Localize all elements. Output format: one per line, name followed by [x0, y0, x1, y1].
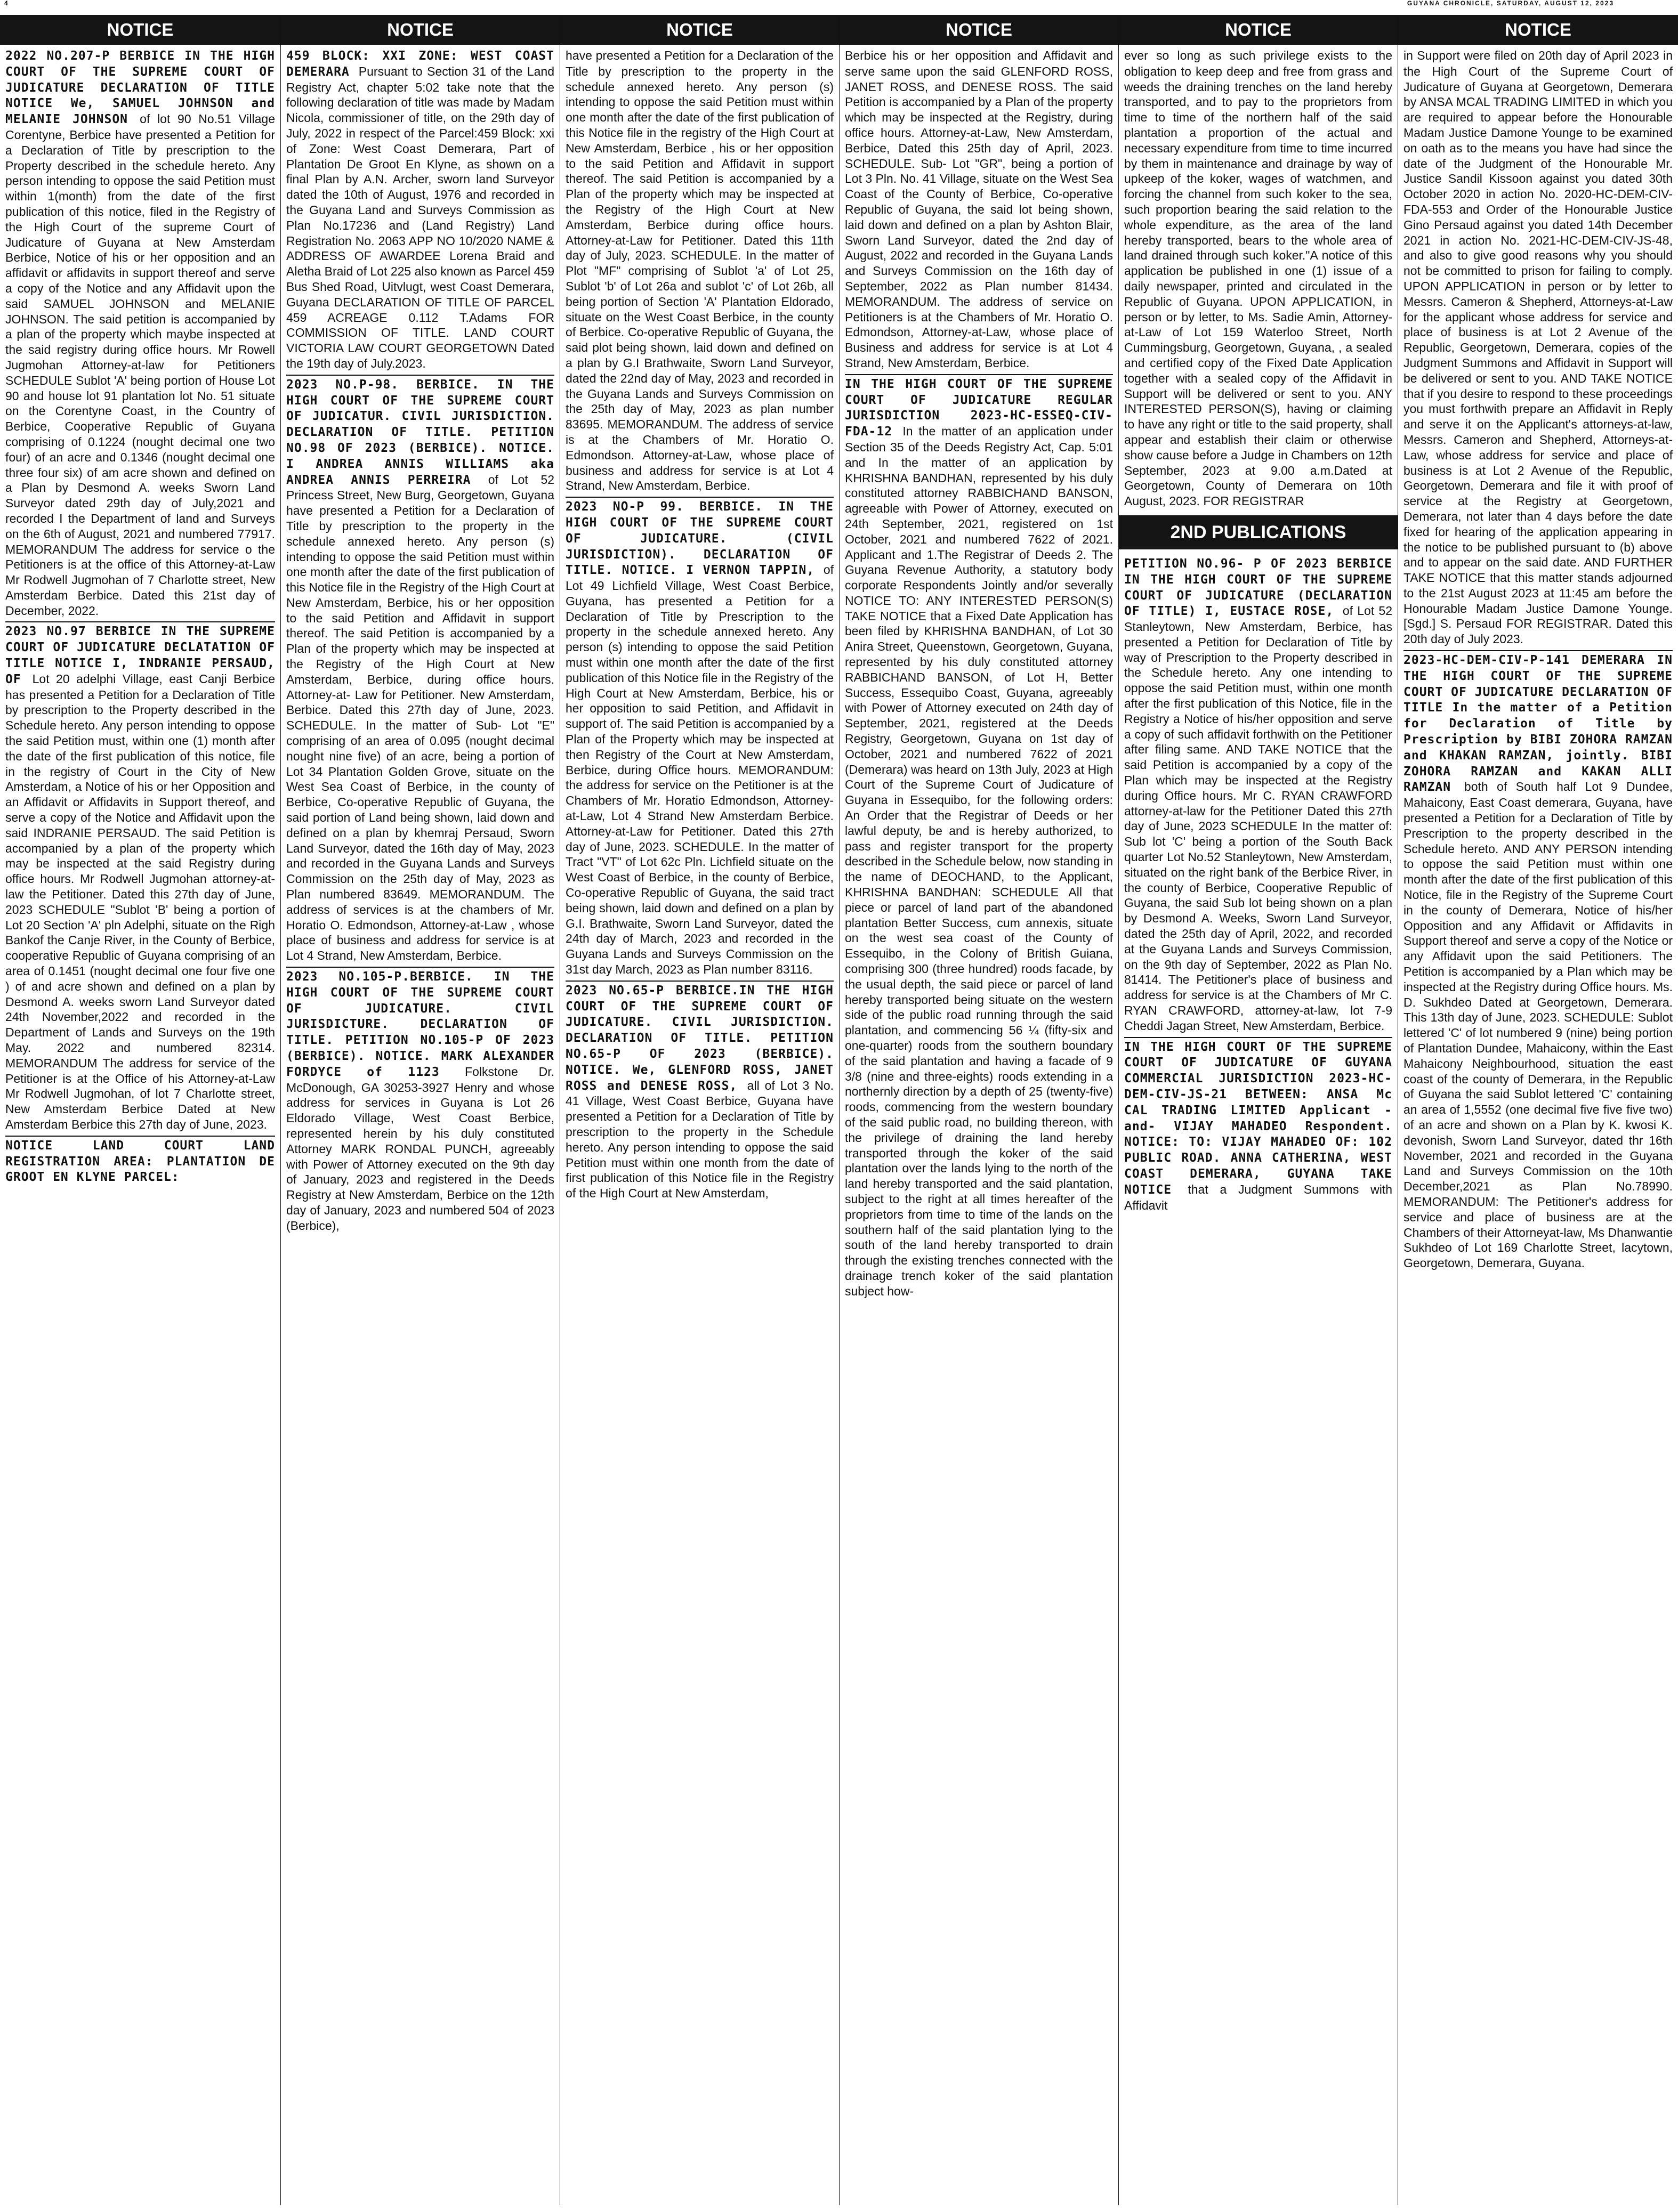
- notice-body: that a Judgment Summons with Affidavit: [1124, 1182, 1392, 1212]
- notice: [286, 375, 554, 967]
- notice: [566, 981, 834, 1204]
- notice-body: of Lot 49 Lichfield Village, West Coast Berbice, Guyana, has presented a Petition for a Declaration of Title by Prescription to the property in the schedule annexed hereto. Any person (s) intending to oppose the said Petition must within one month after the date of the first publication of this Notice file in the Registry of the High Court at New Amsterdam, Berbice, his or her opposition to said Petition, and Affidavit in support of. The said Petition is accompanied by a Plan of the Property which may be inspected at then Registry of the Court at New Amsterdam, Berbice, during Office hours. MEMORANDUM: the address for service on the Petitioner is at the Chambers of Mr. Horatio Edmondson, Attorney-at-Law, Lot 4 Strand New Amsterdam Berbice. Attorney-at-Law for Petitioner. Dated this 27th day of June, 2023. SCHEDULE. In the matter of Tract "VT" of Lot 62c Pln. Lichfield situate on the West Coast of Berbice, in the county of Berbice, Co-operative Republic of Guyana, the said tract being shown, laid down and defined on a plan by G.I. Brathwaite, Sworn Land Surveyor, dated the 24th day of March, 2023 and recorded in the Guyana Lands and Surveys Commission on the 31st day March, 2023 as Plan number 83116.: [566, 563, 834, 977]
- notice-body: of Lot 52 Stanleytown, New Amsterdam, Berbice, has presented a Petition for Declaration of Title by way of Prescription to the Property described in the Schedule hereto. Any one intending to oppose the said Petition must, within one month after the first publication of this Notice, file in the Registry a Notice of his/her opposition and serve a copy of such affidavit forthwith on the Petitioner after filing same. AND TAKE NOTICE that the said Petition is accompanied by a copy of the Plan which may be inspected at the Registry during Office hours. Mr C. RYAN CRAWFORD attorney-at-law for the Petitioner Dated this 27th day of June, 2023 SCHEDULE In the matter of: Sub lot 'C' being a portion of the South Back quarter Lot No.52 Stanleytown, New Amsterdam, situated on the right bank of the Berbice River, in the county of Berbice, Cooperative Republic of Guyana, the said Sub lot being shown on a plan by Desmond A. Weeks, Sworn Land Surveyor, dated the 25th day of April, 2022, and recorded at the Guyana Lands and Surveys Commission, on the 9th day of September, 2022 as Plan No. 81414. The Petitioner's place of business and address for service is at the Chambers of Mr C. RYAN CRAWFORD, attorney-at-law, lot 7-9 Cheddi Jagan Street, New Amsterdam, Berbice.: [1124, 604, 1392, 1033]
- notice-heading: 2023 NO.105-P.BERBICE. IN THE HIGH COURT OF THE SUPREME COURT OF JUDICATURE. CIVIL JURISDICTURE. DECLARATION OF TITLE. PETITION NO.105-P OF 2023 (BERBICE). NOTICE. MARK ALEXANDER FORDYCE of 1123: [286, 970, 554, 1079]
- notice-heading: 2023 NO.65-P BERBICE.IN THE HIGH COURT OF THE SUPREME COURT OF JUDICATURE. CIVIL JURISDICTION. DECLARATION OF TITLE. PETITION NO.65-P OF 2023 (BERBICE). NOTICE. We, GLENFORD ROSS, JANET ROSS and DENESE ROSS,: [566, 983, 834, 1093]
- notice-heading: 2022 NO.207-P BERBICE IN THE HIGH COURT OF THE SUPREME COURT OF JUDICATURE DECLARATION OF TITLE NOTICE We, SAMUEL JOHNSON and MELANIE JOHNSON: [5, 49, 275, 127]
- notice-body: Berbice his or her opposition and Affidavit and serve same upon the said GLENFORD ROSS, JANET ROSS, and DENESE ROSS. The said Petition is accompanied by a Plan of the property which may be inspected at the Registry, during office hours. Attorney-at-Law, New Amsterdam, Berbice, Dated this 25th day of April, 2023. SCHEDULE. Sub- Lot "GR", being a portion of Lot 3 Pln. No. 41 Village, situate on the West Sea Coast of the County of Berbice, Co-operative Republic of Guyana, the said lot being shown, laid down and defined on a plan by Ashton Blair, Sworn Land Surveyor, dated the 2nd day of August, 2022 and recorded in the Guyana Lands and Surveys Commission on the 16th day of September, 2022 as Plan number 81434. MEMORANDUM. The address of service on Petitioners is at the Chambers of Mr. Horatio O. Edmondson, Attorney-at-Law, whose place of Business and address for service is at Lot 4 Strand, New Amsterdam, Berbice.: [845, 48, 1113, 370]
- column-2: [280, 15, 560, 2205]
- notice-heading: IN THE HIGH COURT OF THE SUPREME COURT OF JUDICATURE OF GUYANA COMMERCIAL JURISDICTION 2023-HC-DEM-CIV-JS-21 BETWEEN: ANSA Mc CAL TRADING LIMITED Applicant -and- VIJAY MAHADEO Respondent. NOTICE: TO: VIJAY MAHADEO OF: 102 PUBLIC ROAD. ANNA CATHERINA, WEST COAST DEMERARA, GUYANA TAKE NOTICE: [1124, 1040, 1392, 1197]
- second-publications-header: 2ND PUBLICATIONS: [1119, 515, 1398, 549]
- running-head: [0, 0, 1678, 7]
- notice-heading: 2023 NO.97 BERBICE IN THE SUPREME COURT OF JUDICATURE DECLATATION OF TITLE NOTICE I, INDRANIE PERSAUD, OF: [5, 625, 275, 686]
- column-3: [560, 15, 839, 2205]
- notice-body: ever so long as such privilege exists to the obligation to keep deep and free from grass and weeds the draining trenches on the land hereby transported, and to pay to the proprietors from time to time of the northern half of the said plantation a proportion of the actual and necessary expenditure from time to time incurred by them in maintenance and drainage by way of upkeep of the koker, wages of watchmen, and forcing the channel from such koker to the sea, such proportion bearing the said relation to the whole expenditure, as the area of the land hereby transported, bears to the whole area of land drained through such koker."A notice of this application be published in one (1) issue of a daily newspaper, printed and circulated in the Republic of Guyana. UPON APPLICATION, in person or by letter, to Ms. Sadie Amin, Attorney-at-Law of Lot 159 Waterloo Street, North Cummingsburg, Georgetown, Guyana, , a sealed and certified copy of the Fixed Date Application together with a sealed copy of the Affidavit in Support will be delivered or sent to you. ANY INTERESTED PERSON(S), having or claiming to have any right or title to the said property, shall appear and establish their claim or otherwise show cause before a Judge in Chambers on 12th September, 2023 at 9.00 a.m.Dated at Georgetown, County of Demerara on 10th August, 2023. FOR REGISTRAR: [1124, 48, 1392, 508]
- notice: [1403, 650, 1673, 1274]
- notice: [5, 621, 275, 1135]
- notice: [845, 374, 1113, 1302]
- notice: [286, 47, 554, 375]
- notice-heading: IN THE HIGH COURT OF THE SUPREME COURT OF JUDICATURE REGULAR JURISDICTION 2023-HC-ESSEQ-CIV-FDA-12: [845, 377, 1113, 439]
- notice-body: Lot 20 adelphi Village, east Canji Berbice has presented a Petition for a Declaration of Title by prescription to the Property described in the Schedule hereto. Any person intending to oppose the said Petition must, within one (1) month after the date of the first publication of this notice, file in the registry of Court in the City of New Amsterdam, a Notice of his or her Opposition and an Affidavit or Affidavits in Support thereof, and serve a copy of the Notice and Affidavit upon the said INDRANIE PERSAUD. The said Petition is accompanied by a plan of the property which may be inspected at the said Registry during office hours. Mr Rodwell Jugmohan attorney-at-law the Petitioner. Dated this 27th day of June, 2023 SCHEDULE "Sublot 'B' being a portion of Lot 20 Section 'A' pln Adelphi, situate on the Righ Bankof the Canje River, in the County of Berbice, cooperative Republic of Guyana comprising of an area of 0.1451 (nought decimal one four five one ) of and acre shown and defined on a plan by Desmond A. weeks sworn Land Surveyor dated 24th November,2022 and recorded in the Department of Lands and Surveys on the 19th May. 2022 and numbered 82314. MEMORANDUM The address for service of the Petitioner is at the Office of his Attorney-at-Law Mr Rodwell Jugmohan, of lot 7 Charlotte street, New Amsterdam Berbice Dated at New Amsterdam Berbice this 27th day of June, 2023.: [5, 671, 276, 1131]
- section-header: NOTICE: [1398, 15, 1678, 45]
- notice-body: Pursuant to Section 31 of the Land Registry Act, chapter 5:02 take note that the following declaration of title was made by Madam Nicola, commissioner of title, on the 29th day of July, 2022 in respect of the Parcel:459 Block: xxi of Zone: West Coast Demerara, Part of Plantation De Groot En Klyne, as shown on a final Plan by A.N. Archer, sworn land Surveyor dated the 10th of August, 1976 and recorded in the Guyana Land and Surveys Commission as Plan No.17236 and (Land Registry) Land Registration No. 2063 APP NO 10/2020 NAME & ADDRESS OF AWARDEE Lorena Braid and Aletha Braid of Lot 225 also known as Parcel 459 Bus Shed Road, Uitvlugt, west Coast Demerara, Guyana DECLARATION OF TITLE OF PARCEL 459 ACREAGE 0.112 T.Adams FOR COMMISSION OF TITLE. LAND COURT VICTORIA LAW COURT GEORGETOWN Dated the 19th day of July.2023.: [286, 64, 554, 370]
- page-number: 4: [4, 0, 9, 7]
- column-1: [0, 15, 280, 2205]
- notice-body: all of Lot 3 No. 41 Village, West Coast Berbice, Guyana have presented a Petition for a Declaration of Title by prescription to the property in the Schedule hereto. Any person intending to oppose the said Petition must within one month from the date of first publication of this Notice file in the Registry of the High Court at New Amsterdam,: [566, 1078, 834, 1201]
- notice: [286, 967, 554, 1237]
- notice-body: have presented a Petition for a Declaration of the Title by prescription to the property in the schedule annexed hereto. Any person (s) intending to oppose the said Petition must within one month after the date of the first publication of this Notice file in the registry of the High Court at New Amsterdam, Berbice , his or her opposition to the said Petition and Affidavit in support thereof. The said Petition is accompanied by a Plan of the property which may be inspected at the Registry of the High Court at New Amsterdam, Berbice during office hours. Attorney-at-Law for Petitioner. Dated this 11th day of July, 2023. SCHEDULE. In the matter of Plot "MF" comprising of Sublot 'a' of Lot 25, Sublot 'b' of Lot 26a and sublot 'c' of Lot 26b, all being portion of Section 'A' Plantation Eldorado, situate on the West Coast Berbice, in the county of Berbice. Co-operative Republic of Guyana, the said plot being shown, laid down and defined on a plan by G.I Brathwaite, Sworn Land Surveyor, dated the 22nd day of May, 2023 and recorded in the Guyana Lands and Surveys Commission on the 25th day of May, 2023 as plan number 83695. MEMORANDUM. The address of service is at the Chambers of Mr. Horatio O. Edmondson. Attorney-at-Law, whose place of business and address for service is at Lot 4 Strand, New Amsterdam, Berbice.: [566, 48, 834, 493]
- notice: [1403, 47, 1673, 650]
- notice-body: both of South half Lot 9 Dundee, Mahaicony, East Coast demerara, Guyana, have presented a Petition for a Declaration of Title by Prescription to the property described in the Schedule hereto. AND ANY PERSON intending to oppose the said Petition must within one month after the date of the first publication of this Notice, file in the Registry of the Supreme Court in the county of Demerara, Notice of his/her Opposition and any Affidavit or Affidavits in Support thereof and serve a copy of the Notice or any Affidavit upon the said Petitioners. The Petition is accompanied by a Plan which may be inspected at the Registry during Office hours. Ms. D. Sukhdeo Dated at Georgetown, Demerara. This 13th day of June, 2023. SCHEDULE: Sublot lettered 'C' of lot numbered 9 (nine) being portion of Plantation Dundee, Mahaicony, within the East Mahaicony Neighbourhood, situation the east coast of the county of Demerara, in the Republic of Guyana the said Sublot lettered 'C' containing an area of 1,5552 (one decimal five five five two) of an acre and shown on a Plan by K. kwosi K. devonish, Sworn Land Surveyor, dated thr 16th November, 2021 and recorded in the Guyana Land and Surveys Commission on the 10th December,2021 as Plan No.78990. MEMORANDUM: The Petitioner's address for service and place of business are at the Chambers of their Attorneyat-law, Ms Dhanwantie Sukhdeo of Lot 169 Charlotte Street, lacytown, Georgetown, Demerara, Guyana.: [1403, 780, 1673, 1270]
- notice: [566, 47, 834, 497]
- notice: [5, 1136, 275, 1188]
- notice-body: of Lot 52 Princess Street, New Burg, Georgetown, Guyana have presented a Petition for a Declaration of Title by prescription to the property in the schedule annexed hereto. Any person (s) intending to oppose the said Petition must within one month after the date of the first publication of this Notice file in the Registry of the High Court at New Amsterdam, Berbice, his or her opposition to the said Petition and Affidavit in support thereof. The said Petition is accompanied by a Plan of the property which may be inspected at the Registry of the High Court at New Amsterdam, Berbice, during office hours. Attorney-at- Law for Petitioner. New Amsterdam, Berbice. Dated this 27th day of June, 2023. SCHEDULE. In the matter of Sub- Lot "E" comprising of an area of 0.095 (nought decimal nought nine five) of an acre, being a portion of Lot 34 Plantation Golden Grove, situate on the West Sea Coast of Berbice, in the county of Berbice, Co-operative Republic of Guyana, the said portion of Land being shown, laid down and defined on a plan by khemraj Persaud, Sworn Land Surveyor, dated the 16th day of May, 2023 and recorded in the Guyana Lands and Surveys Commission on the 25th day of May, 2023 as Plan numbered 83649. MEMORANDUM. The address of services is at the chambers of Mr. Horatio O. Edmondson, Attorney-at-Law , whose place of business and address for service is at Lot 4 Strand, New Amsterdam, Berbice.: [286, 472, 554, 963]
- notice-body: in Support were filed on 20th day of April 2023 in the High Court of the Supreme Court of Judicature of Guyana at Georgetown, Demerara by ANSA MCAL TRADING LIMITED in which you are required to appear before the Honourable Madam Justice Damone Younge to be examined on oath as to the means you have had since the date of the Judgment of the Honourable Mr. Justice Sandil Kissoon against you dated 30th October 2020 in action No. 2020-HC-DEM-CIV-FDA-553 and Order of the Honourable Justice Gino Persaud against you dated 14th December 2021 in action No. 2021-HC-DEM-CIV-JS-48, and also to give good reasons why you should not be committed to prison for failing to comply. UPON APPLICATION in person or by letter to Messrs. Cameron & Shepherd, Attorneys-at-Law for the applicant whose address for service and place of business is at Lot 2 Avenue of the Republic, Georgetown, Demerara, copies of the Judgment Summons and Affidavit in Support will be delivered or sent to you. AND TAKE NOTICE that if you desire to respond to these proceedings you must forthwith prepare an Affidavit in Reply and serve it on the Applicant's attorneys-at-law, Messrs. Cameron and Shepherd, Attorneys-at-Law, whose address for service and place of business is at Lot 2 Avenue of the Republic, Georgetown, Demerara and file it with proof of service at the Registry at Georgetown, Demerara, not later than 4 days before the date fixed for hearing of the application appearing in the notice to be published pursuant to (b) above and to appear on the said date. AND FURTHER TAKE NOTICE that this matter stands adjourned to the 21st August 2023 at 11:45 am before the Honourable Madam Justice Damone Younge. [Sgd.] S. Persaud FOR REGISTRAR. Dated this 20th day of July 2023.: [1403, 48, 1673, 646]
- notice-body: Folkstone Dr. McDonough, GA 30253-3927 Henry and whose address for services in Guyana is Lot 26 Eldorado Village, West Coast Berbice, represented herein by his duly constituted Attorney MARK RONDAL PUNCH, agreeably with Power of Attorney executed on the 9th day of January, 2023 and registered in the Deeds Registry at New Amsterdam, Berbice on the 12th day of January, 2023 and numbered 504 of 2023 (Berbice),: [286, 1064, 554, 1233]
- section-header: NOTICE: [281, 15, 560, 45]
- column-5: [1118, 15, 1398, 2205]
- notice-heading: 459 BLOCK: XXI ZONE: WEST COAST DEMERARA: [286, 49, 554, 79]
- column-6: [1398, 15, 1678, 2205]
- notice-heading: 2023 NO.P-98. BERBICE. IN THE HIGH COURT OF THE SUPREME COURT OF JUDICATUR. CIVIL JURISDICTION. DECLARATION OF TITLE. PETITION NO.98 OF 2023 (BERBICE). NOTICE. I ANDREA ANNIS WILLIAMS aka ANDREA ANNIS PERREIRA: [286, 377, 554, 487]
- notice-heading: PETITION NO.96- P OF 2023 BERBICE IN THE HIGH COURT OF THE SUPREME COURT OF JUDICATURE (DECLARATION OF TITLE) I, EUSTACE ROSE,: [1124, 556, 1392, 619]
- column-4: [839, 15, 1118, 2205]
- section-header: NOTICE: [560, 15, 839, 45]
- notice: [845, 47, 1113, 374]
- notice: [1124, 1037, 1392, 1217]
- notice-body: In the matter of an application under Section 35 of the Deeds Registry Act, Cap. 5:01 and In the matter of an application by KHRISHNA BANDHAN, represented by his duly constituted attorney RABBICHAND BANSON, agreeable with Power of Attorney, executed on 24th September, 2021, registered on 1st October, 2021 and numbered 7622 of 2021. Applicant and 1.The Registrar of Deeds 2. The Guyana Revenue Authority, a statutory body corporate Respondents Jointly and/or severally NOTICE TO: ANY INTERESTED PERSON(S) TAKE NOTICE that a Fixed Date Application has been filed by KHRISHNA BANDHAN, of Lot 30 Anira Street, Queenstown, Georgetown, Guyana, represented by his duly constituted attorney RABBICHAND BANSON, of Lot H, Better Success, Essequibo Coast, Guyana, agreeably with Power of Attorney executed on 24th day of September, 2021, registered at the Deeds Registry, Georgetown, Guyana on 1st day of October, 2021 and numbered 7622 of 2021 (Demerara) was heard on 13th July, 2023 at High Court of the Supreme Court of Judicature of Guyana in Essequibo, for the following orders: An Order that the Registrar of Deeds or her lawful deputy, be and is hereby authorized, to pass and register transport for the property described in the Schedule below, now standing in the name of DEOCHAND, to the Applicant, KHRISHNA BANDHAN: SCHEDULE All that piece or parcel of land part of the abandoned plantation Better Success, cum annexis, situate on the west sea coast of the County of Essequibo, in the Colony of British Guiana, comprising 300 (three hundred) roods facade, by the usual depth, the said piece or parcel of land hereby transported being situate on the western side of the public road running through the said plantation, and commencing 56 ¼ (fifty-six and one-quarter) roods from the southern boundary of the said plantation and having a facade of 9 3/8 (nine and three-eights) roods extending in a northernly direction by a depth of 25 (twenty-five) roods, commencing from the western boundary of the said public road, no building thereon, with the privilege of draining the land hereby transported through the koker of the said plantation over the lands lying to the north of the land hereby transported and the said plantation, subject to the right at all times hereafter of the proprietors from time to time of the lands on the southern half of the said plantation lying to the south of the land hereby transported to drain through the existing trenches connected with the drainage trench koker of the said plantation subject how-: [845, 424, 1113, 1298]
- notice-heading: 2023-HC-DEM-CIV-P-141 DEMERARA IN THE HIGH COURT OF THE SUPREME COURT OF JUDICATURE DECLARATION OF TITLE In the matter of a Petition for Declaration of Title by Prescription by BIBI ZOHORA RAMZAN and KHAKAN RAMZAN, jointly. BIBI ZOHORA RAMZAN and KAKAN ALLI RAMZAN: [1403, 653, 1673, 795]
- running-title: GUYANA CHRONICLE, SATURDAY, AUGUST 12, 2023: [1407, 0, 1614, 7]
- notice: [5, 47, 275, 621]
- section-header: NOTICE: [1119, 15, 1398, 45]
- notice-heading: 2023 NO-P 99. BERBICE. IN THE HIGH COURT OF THE SUPREME COURT OF JUDICATURE. (CIVIL JURISDICTION). DECLARATION OF TITLE. NOTICE. I VERNON TAPPIN,: [566, 500, 834, 578]
- section-header: NOTICE: [0, 15, 280, 45]
- notice: [1124, 555, 1392, 1037]
- section-header: NOTICE: [840, 15, 1118, 45]
- notice-heading: NOTICE LAND COURT LAND REGISTRATION AREA: PLANTATION DE GROOT EN KLYNE PARCEL:: [5, 1138, 275, 1185]
- notice: [566, 497, 834, 981]
- notice: [1124, 47, 1392, 512]
- notice-body: of lot 90 No.51 Village Corentyne, Berbice have presented a Petition for a Declaration of Title by prescription to the Property described in the schedule hereto. Any person intending to oppose the said Petition must within 1(month) from the date of the first publication of this notice, filed in the Registry of the High Court of the supreme Court of Judicature of Guyana at New Amsterdam Berbice, Notice of his or her opposition and an affidavit or affidavits in support thereof and serve a copy of the Notice and any Affidavit upon the said SAMUEL JOHNSON and MELANIE JOHNSON. The said petition is accompanied by a plan of the property which maybe inspected at the said registry during office hours. Mr Rowell Jugmohan Attorney-at-law for Petitioners SCHEDULE Sublot 'A' being portion of House Lot 90 and house lot 91 plantation lot No. 51 situate on the Corentyne Coast, in the Country of Berbice, Cooperative Republic of Guyana comprising of 0.1224 (nought decimal one two four) of an acre and 0.1346 (nought decimal one three four six) of am acre shown and defined on a Plan by Desmond A. weeks Sworn Land Surveyor dated 29th day of July,2021 and recorded I the Department of land and Surveys on the 6th of August, 2021 and numbered 77917. MEMORANDUM The address for service o the Petitioners is at the office of this Attorney-at-Law Mr Rodwell Jugmohan of 7 Charlotte street, New Amsterdam Berbice. Dated this 21st day of December, 2022.: [5, 112, 276, 618]
